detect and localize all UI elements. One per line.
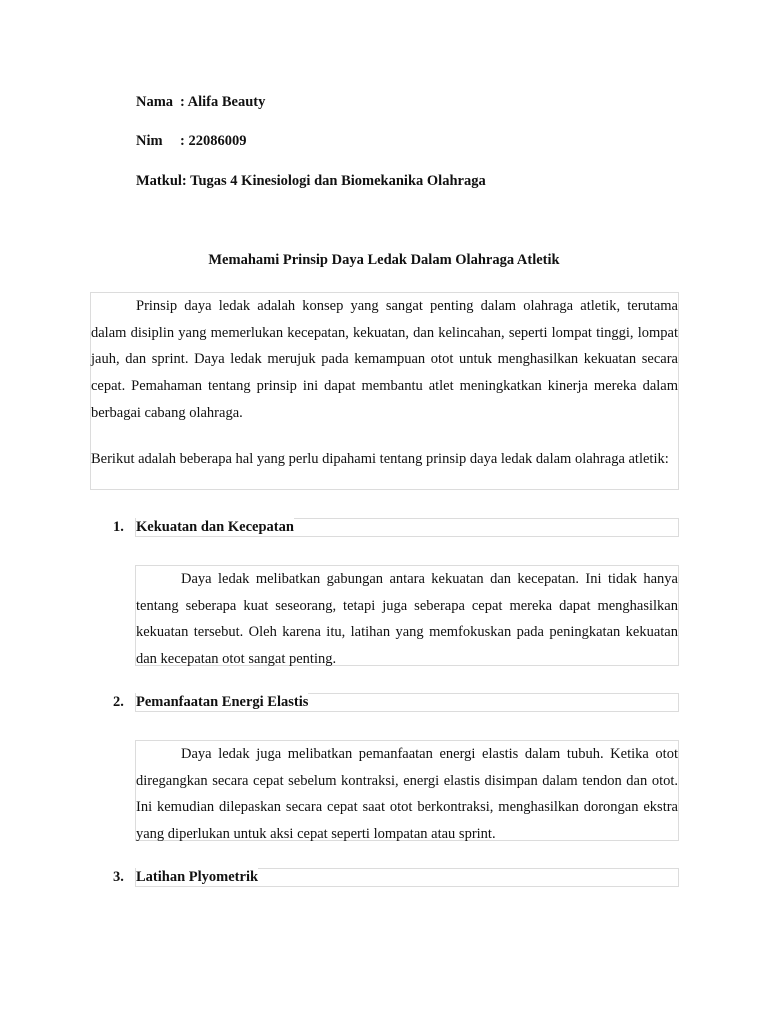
- section-1-body-box: [135, 565, 679, 666]
- section-title: Kekuatan dan Kecepatan: [136, 519, 294, 535]
- section-title: Latihan Plyometrik: [136, 869, 259, 885]
- intro-paragraph: Prinsip daya ledak adalah konsep yang sangat penting dalam olahraga atletik, terutama dalam disiplin yang memerlukan kecepatan, kekuatan, dan kelincahan, seperti lompat tinggi, lompat jauh, dan sprint. Daya ledak merujuk pada kemampuan otot untuk menghasilkan kekuatan secara cepat. Pemahaman tentang prinsip ini dapat membantu atlet meningkatkan kinerja mereka dalam berbagai cabang olahraga.: [91, 298, 678, 421]
- section-title: Pemanfaatan Energi Elastis: [136, 694, 309, 710]
- section-2-paragraph: Daya ledak juga melibatkan pemanfaatan energi elastis dalam tubuh. Ketika otot diregangkan secara cepat sebelum kontraksi, energi elastis disimpan dalam tendon dan otot. Ini kemudian dilepaskan secara cepat saat otot berkontraksi, menghasilkan dorongan ekstra yang diperlukan untuk aksi cepat seperti lompatan atau sprint.: [136, 746, 678, 843]
- nim-label: Nim: [136, 133, 163, 149]
- student-name-line: [136, 93, 265, 111]
- name-label: Nama: [136, 94, 174, 110]
- document-title: Memahami Prinsip Daya Ledak Dalam Olahraga Atletik: [208, 252, 560, 268]
- section-1-paragraph: Daya ledak melibatkan gabungan antara kekuatan dan kecepatan. Ini tidak hanya tentang seberapa kuat seseorang, tetapi juga seberapa cepat mereka dapat menghasilkan kekuatan tersebut. Oleh karena itu, latihan yang memfokuskan pada peningkatan kekuatan dan kecepatan otot sangat penting.: [136, 571, 678, 668]
- section-heading-3: [113, 868, 679, 887]
- course-line: Matkul: Tugas 4 Kinesiologi dan Biomekanika Olahraga: [136, 173, 486, 189]
- nim-value: : 22086009: [180, 133, 247, 149]
- section-heading-1: [113, 518, 679, 537]
- name-value: : Alifa Beauty: [180, 94, 266, 110]
- section-number: 1.: [113, 519, 124, 535]
- intro-list-lead: Berikut adalah beberapa hal yang perlu dipahami tentang prinsip daya ledak dalam olahraga atletik:: [91, 450, 669, 467]
- section-number: 2.: [113, 694, 124, 710]
- intro-text-box: [90, 292, 679, 490]
- student-id-line: [136, 132, 246, 150]
- section-2-body-box: [135, 740, 679, 841]
- section-heading-2: [113, 693, 679, 712]
- section-number: 3.: [113, 869, 124, 885]
